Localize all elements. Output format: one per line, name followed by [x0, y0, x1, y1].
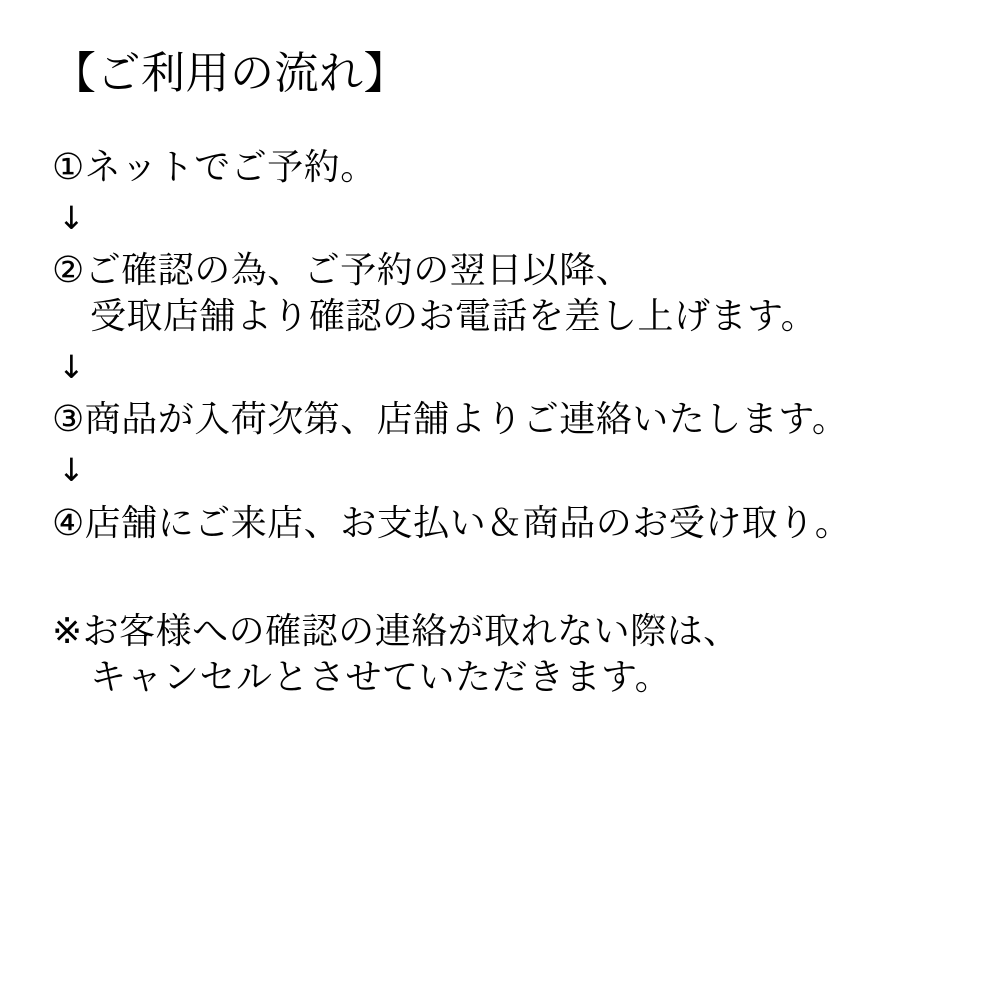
flow-step-2-line-2: 受取店舗より確認のお電話を差し上げます。	[90, 296, 818, 338]
flow-step-1	[52, 145, 960, 191]
flow-step-1-line-1: ①ネットでご予約。	[52, 146, 377, 188]
flow-step-4	[52, 501, 960, 547]
cancellation-note	[52, 609, 960, 701]
flow-step-2-line-1: ②ご確認の為、ご予約の翌日以降、	[52, 250, 633, 292]
cancellation-note-line-2: キャンセルとさせていただきます。	[90, 656, 672, 698]
usage-flow-list	[52, 145, 960, 547]
flow-arrow-3: ↓	[58, 451, 85, 490]
page-title: 【ご利用の流れ】	[52, 48, 408, 99]
flow-arrow-1: ↓	[58, 198, 85, 237]
flow-step-3-line-1: ③商品が入荷次第、店舗よりご連絡いたします。	[52, 399, 849, 441]
flow-arrow-2: ↓	[58, 348, 85, 387]
flow-step-3	[52, 397, 960, 443]
flow-step-2	[52, 248, 960, 340]
flow-step-4-line-1: ④店舗にご来店、お支払い＆商品のお受け取り。	[52, 502, 852, 544]
cancellation-note-line-1: ※お客様への確認の連絡が取れない際は、	[52, 610, 740, 652]
